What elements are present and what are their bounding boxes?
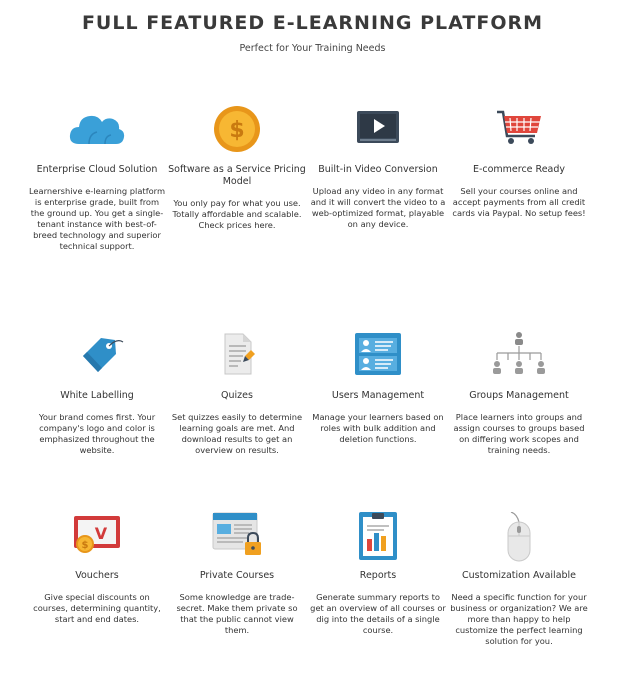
video-player-icon xyxy=(348,106,408,156)
document-pencil-icon xyxy=(207,332,267,382)
mouse-icon xyxy=(489,512,549,562)
feature-description: Generate summary reports to get an overview of all courses or dig into the details of a single course. xyxy=(310,592,446,635)
feature-title: Quizes xyxy=(221,390,253,401)
svg-text:$: $ xyxy=(81,540,89,551)
feature-title: Users Management xyxy=(331,390,425,401)
feature-card xyxy=(449,512,589,647)
report-clipboard-icon xyxy=(348,512,408,562)
feature-card xyxy=(308,106,448,230)
feature-title: Reports xyxy=(359,570,397,581)
feature-description: Some knowledge are trade-secret. Make them private so that the public cannot view them. xyxy=(176,592,298,635)
feature-card xyxy=(27,512,167,625)
feature-card xyxy=(449,332,589,456)
feature-description: Manage your learners based on roles with bulk addition and deletion functions. xyxy=(312,412,444,444)
feature-title: Built-in Video Conversion xyxy=(318,164,438,175)
feature-card xyxy=(449,106,589,219)
feature-card xyxy=(308,332,448,445)
feature-card xyxy=(167,512,307,636)
feature-description-text: You only pay for what you use. Totally affordable and scalable. xyxy=(172,198,302,219)
feature-title: Customization Available xyxy=(461,570,577,581)
feature-card xyxy=(27,106,167,252)
feature-description xyxy=(167,198,307,231)
shopping-cart-icon xyxy=(489,106,549,156)
feature-description: Need a specific function for your business or organization? We are more than happy to help customize the perfect learning solution for you. xyxy=(450,592,588,646)
feature-title: E-commerce Ready xyxy=(472,164,566,175)
feature-description: Learnershive e-learning platform is enterprise grade, built from the ground up. You get a single-tenant instance with best-of-breed technology and superior technical support. xyxy=(28,186,166,251)
locked-browser-icon xyxy=(207,512,267,562)
feature-card xyxy=(308,512,448,636)
feature-title: Groups Management xyxy=(469,390,569,401)
voucher-icon xyxy=(67,512,127,562)
feature-description: Sell your courses online and accept payments from all credit cards via Paypal. No setup fees! xyxy=(452,186,586,218)
dollar-coin-icon xyxy=(207,106,267,156)
svg-text:V: V xyxy=(94,524,108,543)
feature-description: Set quizzes easily to determine learning goals are met. And download results to get an overview on results. xyxy=(171,412,303,455)
feature-title: Private Courses xyxy=(199,570,275,581)
org-chart-icon xyxy=(489,332,549,382)
feature-description: Your brand comes first. Your company's logo and color is emphasized throughout the website. xyxy=(38,412,156,455)
feature-title: Vouchers xyxy=(75,570,119,581)
feature-title: Enterprise Cloud Solution xyxy=(36,164,158,175)
feature-title: Software as a Service Pricing Model xyxy=(168,164,306,187)
pricing-link[interactable]: here xyxy=(254,220,273,230)
cloud-icon xyxy=(67,106,127,156)
user-cards-icon xyxy=(348,332,408,382)
feature-description: Place learners into groups and assign courses to groups based on differing work scopes and training needs. xyxy=(453,412,585,455)
svg-text:$: $ xyxy=(229,118,245,143)
feature-card xyxy=(167,106,307,231)
feature-card xyxy=(167,332,307,456)
page-subtitle: Perfect for Your Training Needs xyxy=(239,43,386,54)
feature-description: Give special discounts on courses, determining quantity, start and end dates. xyxy=(33,592,161,624)
feature-card xyxy=(27,332,167,456)
page-title: FULL FEATURED E-LEARNING PLATFORM xyxy=(81,12,544,34)
pricing-link-suffix: . xyxy=(272,220,276,230)
feature-title: White Labelling xyxy=(60,390,134,401)
feature-description: Upload any video in any format and it will convert the video to a web-optimized format, playable on any device. xyxy=(310,186,446,229)
pricing-link-prefix: Check prices xyxy=(198,220,255,230)
price-tag-icon xyxy=(67,332,127,382)
